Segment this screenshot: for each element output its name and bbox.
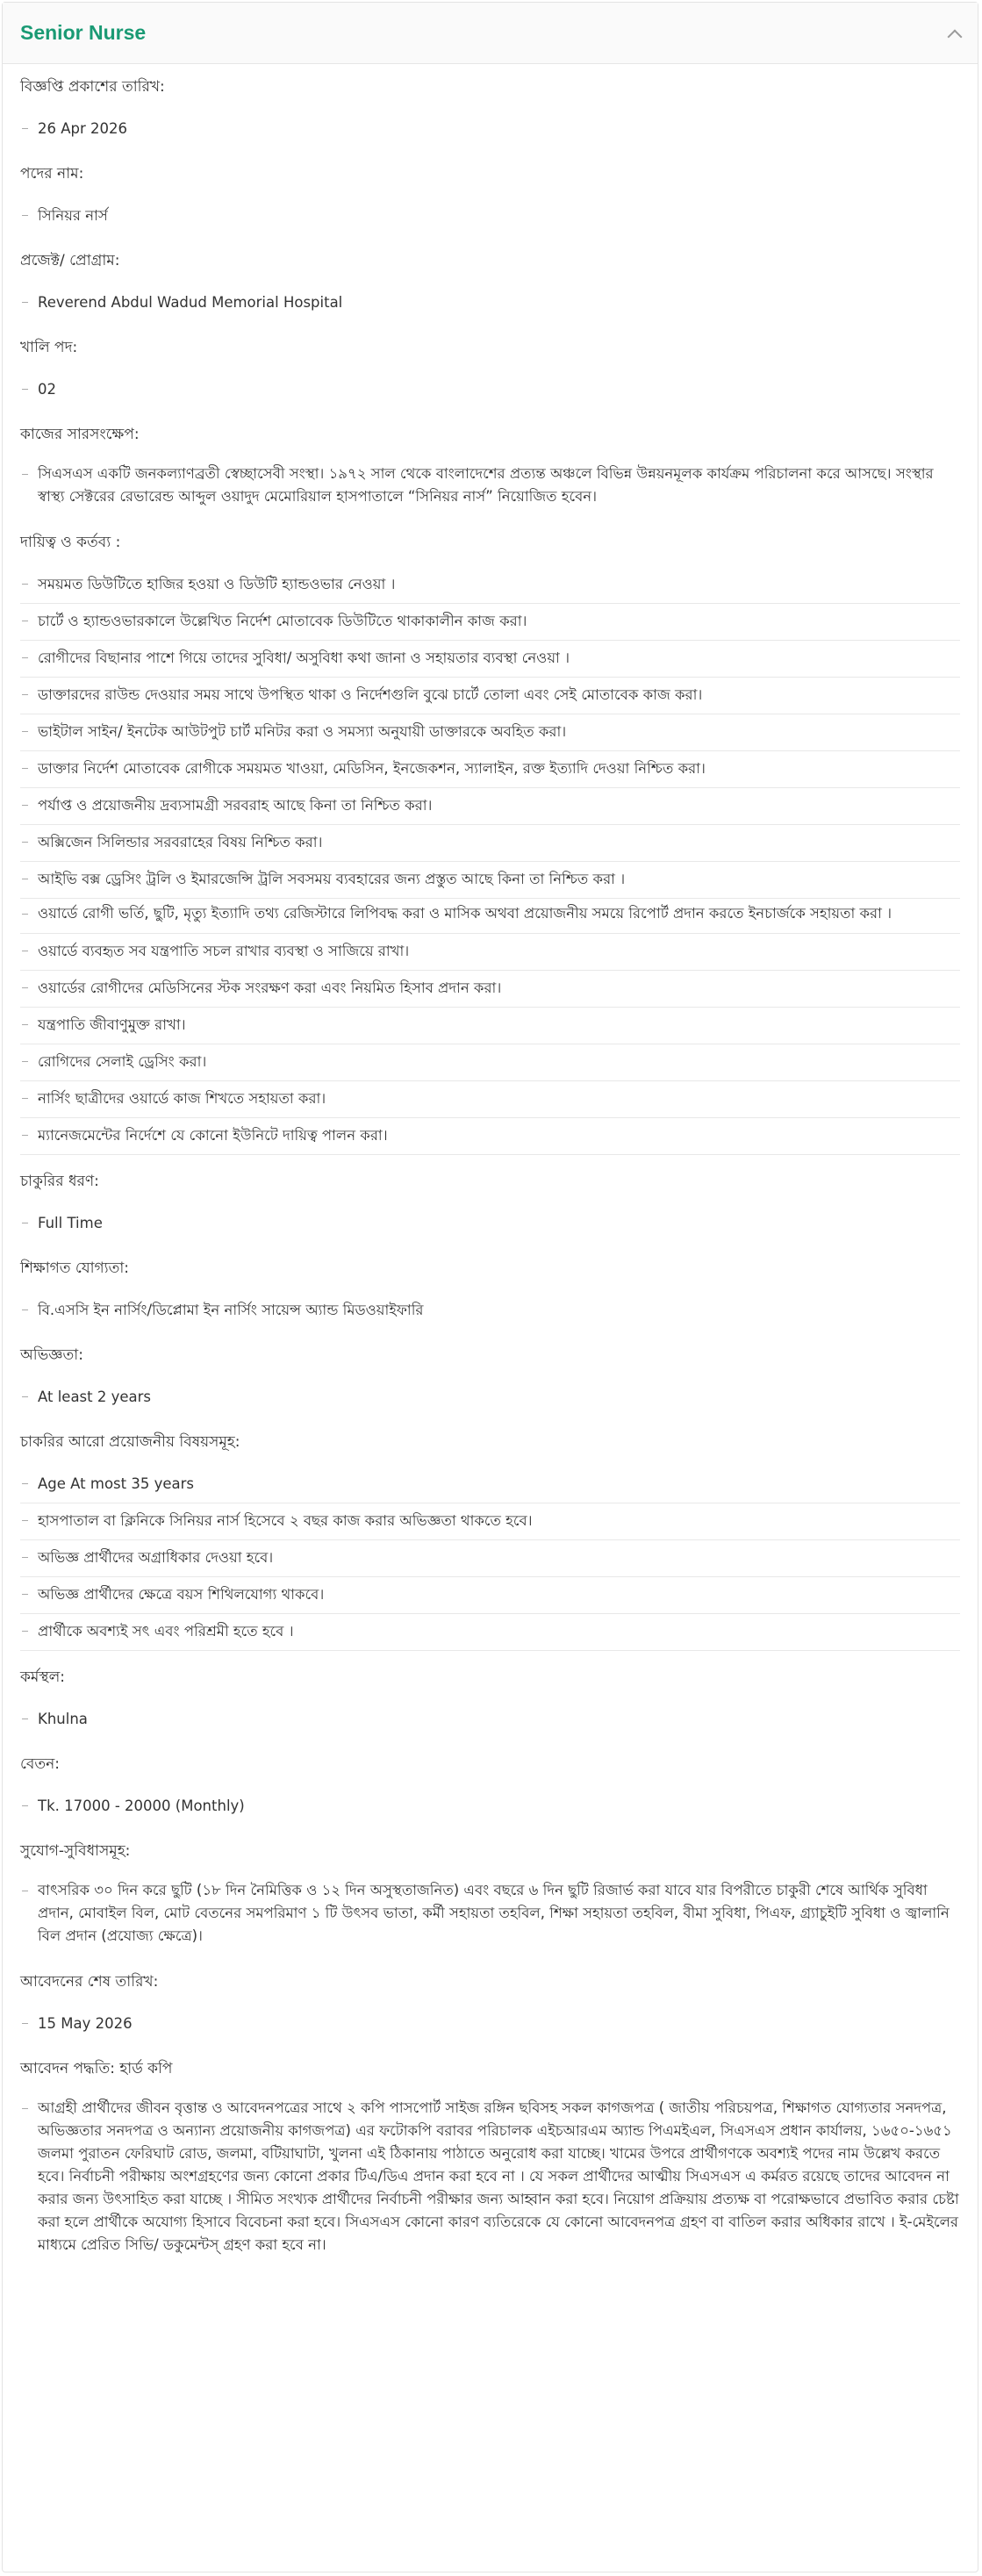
section-label: কাজের সারসংক্ষেপ:	[20, 426, 140, 443]
section-13	[20, 1971, 960, 2042]
job-details-card	[2, 2, 978, 2572]
list-item: ডাক্তারদের রাউন্ড দেওয়ার সময় সাথে উপস্থিত থাকা ও নির্দেশগুলি বুঝে চার্টে তোলা এবং সেই মোতাবেক কাজ করা।	[20, 678, 960, 714]
list-item: হাসপাতাল বা ক্লিনিকে সিনিয়র নার্স হিসেবে ২ বছর কাজ করার অভিজ্ঞতা থাকতে হবে।	[20, 1503, 960, 1540]
section-label: আবেদনের শেষ তারিখ:	[20, 1973, 159, 1991]
section-label: খালি পদ:	[20, 339, 78, 356]
section-12	[20, 1841, 960, 1955]
section-10	[20, 1667, 960, 1738]
section-5	[20, 532, 960, 1155]
section-3	[20, 337, 960, 408]
list-item: ভাইটাল সাইন/ ইনটেক আউটপুট চার্ট মনিটর করা ও সমস্যা অনুযায়ী ডাক্তারকে অবহিত করা।	[20, 714, 960, 751]
list-item: Tk. 17000 - 20000 (Monthly)	[20, 1789, 960, 1825]
list-item: ডাক্তার নির্দেশ মোতাবেক রোগীকে সময়মত খাওয়া, মেডিসিন, ইনজেকশন, স্যালাইন, রক্ত ইত্যাদি দেওয়া নিশ্চিত করা।	[20, 751, 960, 788]
list-item: 02	[20, 372, 960, 408]
section-label: কর্মস্থল:	[20, 1668, 65, 1686]
list-item: ওয়ার্ডের রোগীদের মেডিসিনের স্টক সংরক্ষণ করা এবং নিয়মিত হিসাব প্রদান করা।	[20, 971, 960, 1008]
section-6	[20, 1171, 960, 1242]
list-item: 26 Apr 2026	[20, 111, 960, 147]
list-item: আগ্রহী প্রার্থীদের জীবন বৃত্তান্ত ও আবেদনপত্রের সাথে ২ কপি পাসপোর্ট সাইজ রঙ্গিন ছবিসহ সকল কাগজপত্র ( জাতীয় পরিচয়পত্র, শিক্ষাগত যোগ্যতার সনদপত্র, অভিজ্ঞতার সনদপত্র ও অন্যান্য প্রয়োজনীয় কাগজপত্র) এর ফটোকপি বরাবর পরিচালক এইচআরএম অ্যান্ড পিএমইএল, সিএসএস প্রধান কার্যালয়, ১৬৫০-১৬৫১ জলমা পুরাতন ফেরিঘাট রোড, জলমা, বটিয়াঘাটা, খুলনা এই ঠিকানায় পাঠাতে অনুরোধ করা যাচ্ছে। খামের উপরে প্রার্থীগণকে অবশ্যই পদের নাম উল্লেখ করতে হবে। নির্বাচনী পরীক্ষায় অংশগ্রহণের জন্য কোনো প্রকার টিএ/ডিএ প্রদান করা হবে না । যে সকল প্রার্থীদের আত্মীয় সিএসএস এ কর্মরত রয়েছে তাদের আবেদন না করার জন্য উৎসাহিত করা যাচ্ছে । সীমিত সংখ্যক প্রার্থীদের নির্বাচনী পরীক্ষার জন্য আহ্বান করা হবে। নিয়োগ প্রক্রিয়ায় প্রত্যক্ষ বা পরোক্ষভাবে প্রভাবিত করার চেষ্টা করা হলে প্রার্থীকে অযোগ্য হিসাবে বিবেচনা করা হবে। সিএসএস কোনো কারণ ব্যতিরেকে যে কোনো আবেদনপত্র গ্রহণ বা বাতিল করার অধিকার রাখে । ই-মেইলের মাধ্যমে প্রেরিত সিভি/ ডকুমেন্টস্ গ্রহণ করা হবে না।	[20, 2093, 960, 2264]
section-0	[20, 76, 960, 147]
job-details-body	[3, 64, 978, 2264]
list-item: সময়মত ডিউটিতে হাজির হওয়া ও ডিউটি হ্যান্ডওভার নেওয়া ।	[20, 567, 960, 604]
list-item: রোগিদের সেলাই ড্রেসিং করা।	[20, 1044, 960, 1081]
list-item: অভিজ্ঞ প্রার্থীদের ক্ষেত্রে বয়স শিথিলযোগ্য থাকবে।	[20, 1577, 960, 1614]
section-7	[20, 1258, 960, 1329]
list-item: আইভি বক্স ড্রেসিং ট্রলি ও ইমারজেন্সি ট্রলি সবসময় ব্যবহারের জন্য প্রস্তুত আছে কিনা তা নিশ্চিত করা ।	[20, 862, 960, 899]
list-item: বি.এসসি ইন নার্সিং/ডিপ্লোমা ইন নার্সিং সায়েন্স অ্যান্ড মিডওয়াইফারি	[20, 1293, 960, 1329]
chevron-up-icon[interactable]	[948, 29, 963, 44]
section-label: বেতন:	[20, 1755, 60, 1773]
section-label: চাকরির আরো প্রয়োজনীয় বিষয়সমূহ:	[20, 1433, 240, 1451]
section-1	[20, 163, 960, 234]
list-item: 15 May 2026	[20, 2006, 960, 2042]
section-label: চাকুরির ধরণ:	[20, 1173, 99, 1190]
list-item: ওয়ার্ডে ব্যবহৃত সব যন্ত্রপাতি সচল রাখার ব্যবস্থা ও সাজিয়ে রাখা।	[20, 934, 960, 971]
list-item: ওয়ার্ডে রোগী ভর্তি, ছুটি, মৃত্যু ইত্যাদি তথ্য রেজিস্টারে লিপিবদ্ধ করা ও মাসিক অথবা প্রয়োজনীয় সময়ে রিপোর্ট প্রদান করতে ইনচার্জকে সহায়তা করা ।	[20, 899, 960, 934]
section-8	[20, 1345, 960, 1416]
list-item: প্রার্থীকে অবশ্যই সৎ এবং পরিশ্রমী হতে হবে ।	[20, 1614, 960, 1651]
section-label: অভিজ্ঞতা:	[20, 1346, 83, 1364]
list-item: Reverend Abdul Wadud Memorial Hospital	[20, 285, 960, 321]
section-label: পদের নাম:	[20, 165, 84, 183]
section-label: দায়িত্ব ও কর্তব্য :	[20, 534, 121, 551]
list-item: বাৎসরিক ৩০ দিন করে ছুটি (১৮ দিন নৈমিত্তিক ও ১২ দিন অসুস্থতাজনিত) এবং বছরে ৬ দিন ছুটি রিজার্ভ করা যাবে যার বিপরীতে চাকুরী শেষে আর্থিক সুবিধা প্রদান, মোবাইল বিল, মোট বেতনের সমপরিমাণ ১ টি উৎসব ভাতা, কর্মী সহায়তা তহবিল, শিক্ষা সহায়তা তহবিল, বীমা সুবিধা, পিএফ, গ্র্যাচুইটি সুবিধা ও জ্বালানি বিল প্রদান (প্রযোজ্য ক্ষেত্রে)।	[20, 1876, 960, 1955]
list-item: অভিজ্ঞ প্রার্থীদের অগ্রাধিকার দেওয়া হবে।	[20, 1540, 960, 1577]
section-label: প্রজেক্ট/ প্রোগ্রাম:	[20, 252, 120, 269]
list-item: রোগীদের বিছানার পাশে গিয়ে তাদের সুবিধা/ অসুবিধা কথা জানা ও সহায়তার ব্যবস্থা নেওয়া ।	[20, 641, 960, 678]
list-item: যন্ত্রপাতি জীবাণুমুক্ত রাখা।	[20, 1008, 960, 1044]
section-4	[20, 424, 960, 516]
list-item: ম্যানেজমেন্টের নির্দেশে যে কোনো ইউনিটে দায়িত্ব পালন করা।	[20, 1118, 960, 1155]
list-item: সিএসএস একটি জনকল্যাণব্রতী স্বেচ্ছাসেবী সংস্থা। ১৯৭২ সাল থেকে বাংলাদেশের প্রত্যন্ত অঞ্চলে বিভিন্ন উন্নয়নমূলক কার্যক্রম পরিচালনা করে আসছে। সংস্থার স্বাস্থ্য সেক্টরের রেভারেন্ড আব্দুল ওয়াদুদ মেমোরিয়াল হাসপাতালে “সিনিয়র নার্স” নিয়োজিত হবেন।	[20, 459, 960, 516]
section-11	[20, 1754, 960, 1825]
list-item: চার্টে ও হ্যান্ডওভারকালে উল্লেখিত নির্দেশ মোতাবেক ডিউটিতে থাকাকালীন কাজ করা।	[20, 604, 960, 641]
list-item: Age At most 35 years	[20, 1467, 960, 1503]
list-item: At least 2 years	[20, 1380, 960, 1416]
list-item: পর্যাপ্ত ও প্রয়োজনীয় দ্রব্যসামগ্রী সরবরাহ আছে কিনা তা নিশ্চিত করা।	[20, 788, 960, 825]
section-9	[20, 1432, 960, 1651]
list-item: অক্সিজেন সিলিন্ডার সরবরাহের বিষয় নিশ্চিত করা।	[20, 825, 960, 862]
list-item: Full Time	[20, 1206, 960, 1242]
section-2	[20, 250, 960, 321]
section-label: বিজ্ঞপ্তি প্রকাশের তারিখ:	[20, 78, 165, 96]
section-label: আবেদন পদ্ধতি: হার্ড কপি	[20, 2060, 173, 2077]
list-item: সিনিয়র নার্স	[20, 198, 960, 234]
section-14	[20, 2058, 960, 2264]
section-label: সুযোগ-সুবিধাসমূহ:	[20, 1842, 131, 1860]
job-title: Senior Nurse	[20, 21, 147, 44]
list-item: নার্সিং ছাত্রীদের ওয়ার্ডে কাজ শিখতে সহায়তা করা।	[20, 1081, 960, 1118]
list-item: Khulna	[20, 1702, 960, 1738]
card-header[interactable]	[3, 3, 978, 64]
section-label: শিক্ষাগত যোগ্যতা:	[20, 1259, 130, 1277]
